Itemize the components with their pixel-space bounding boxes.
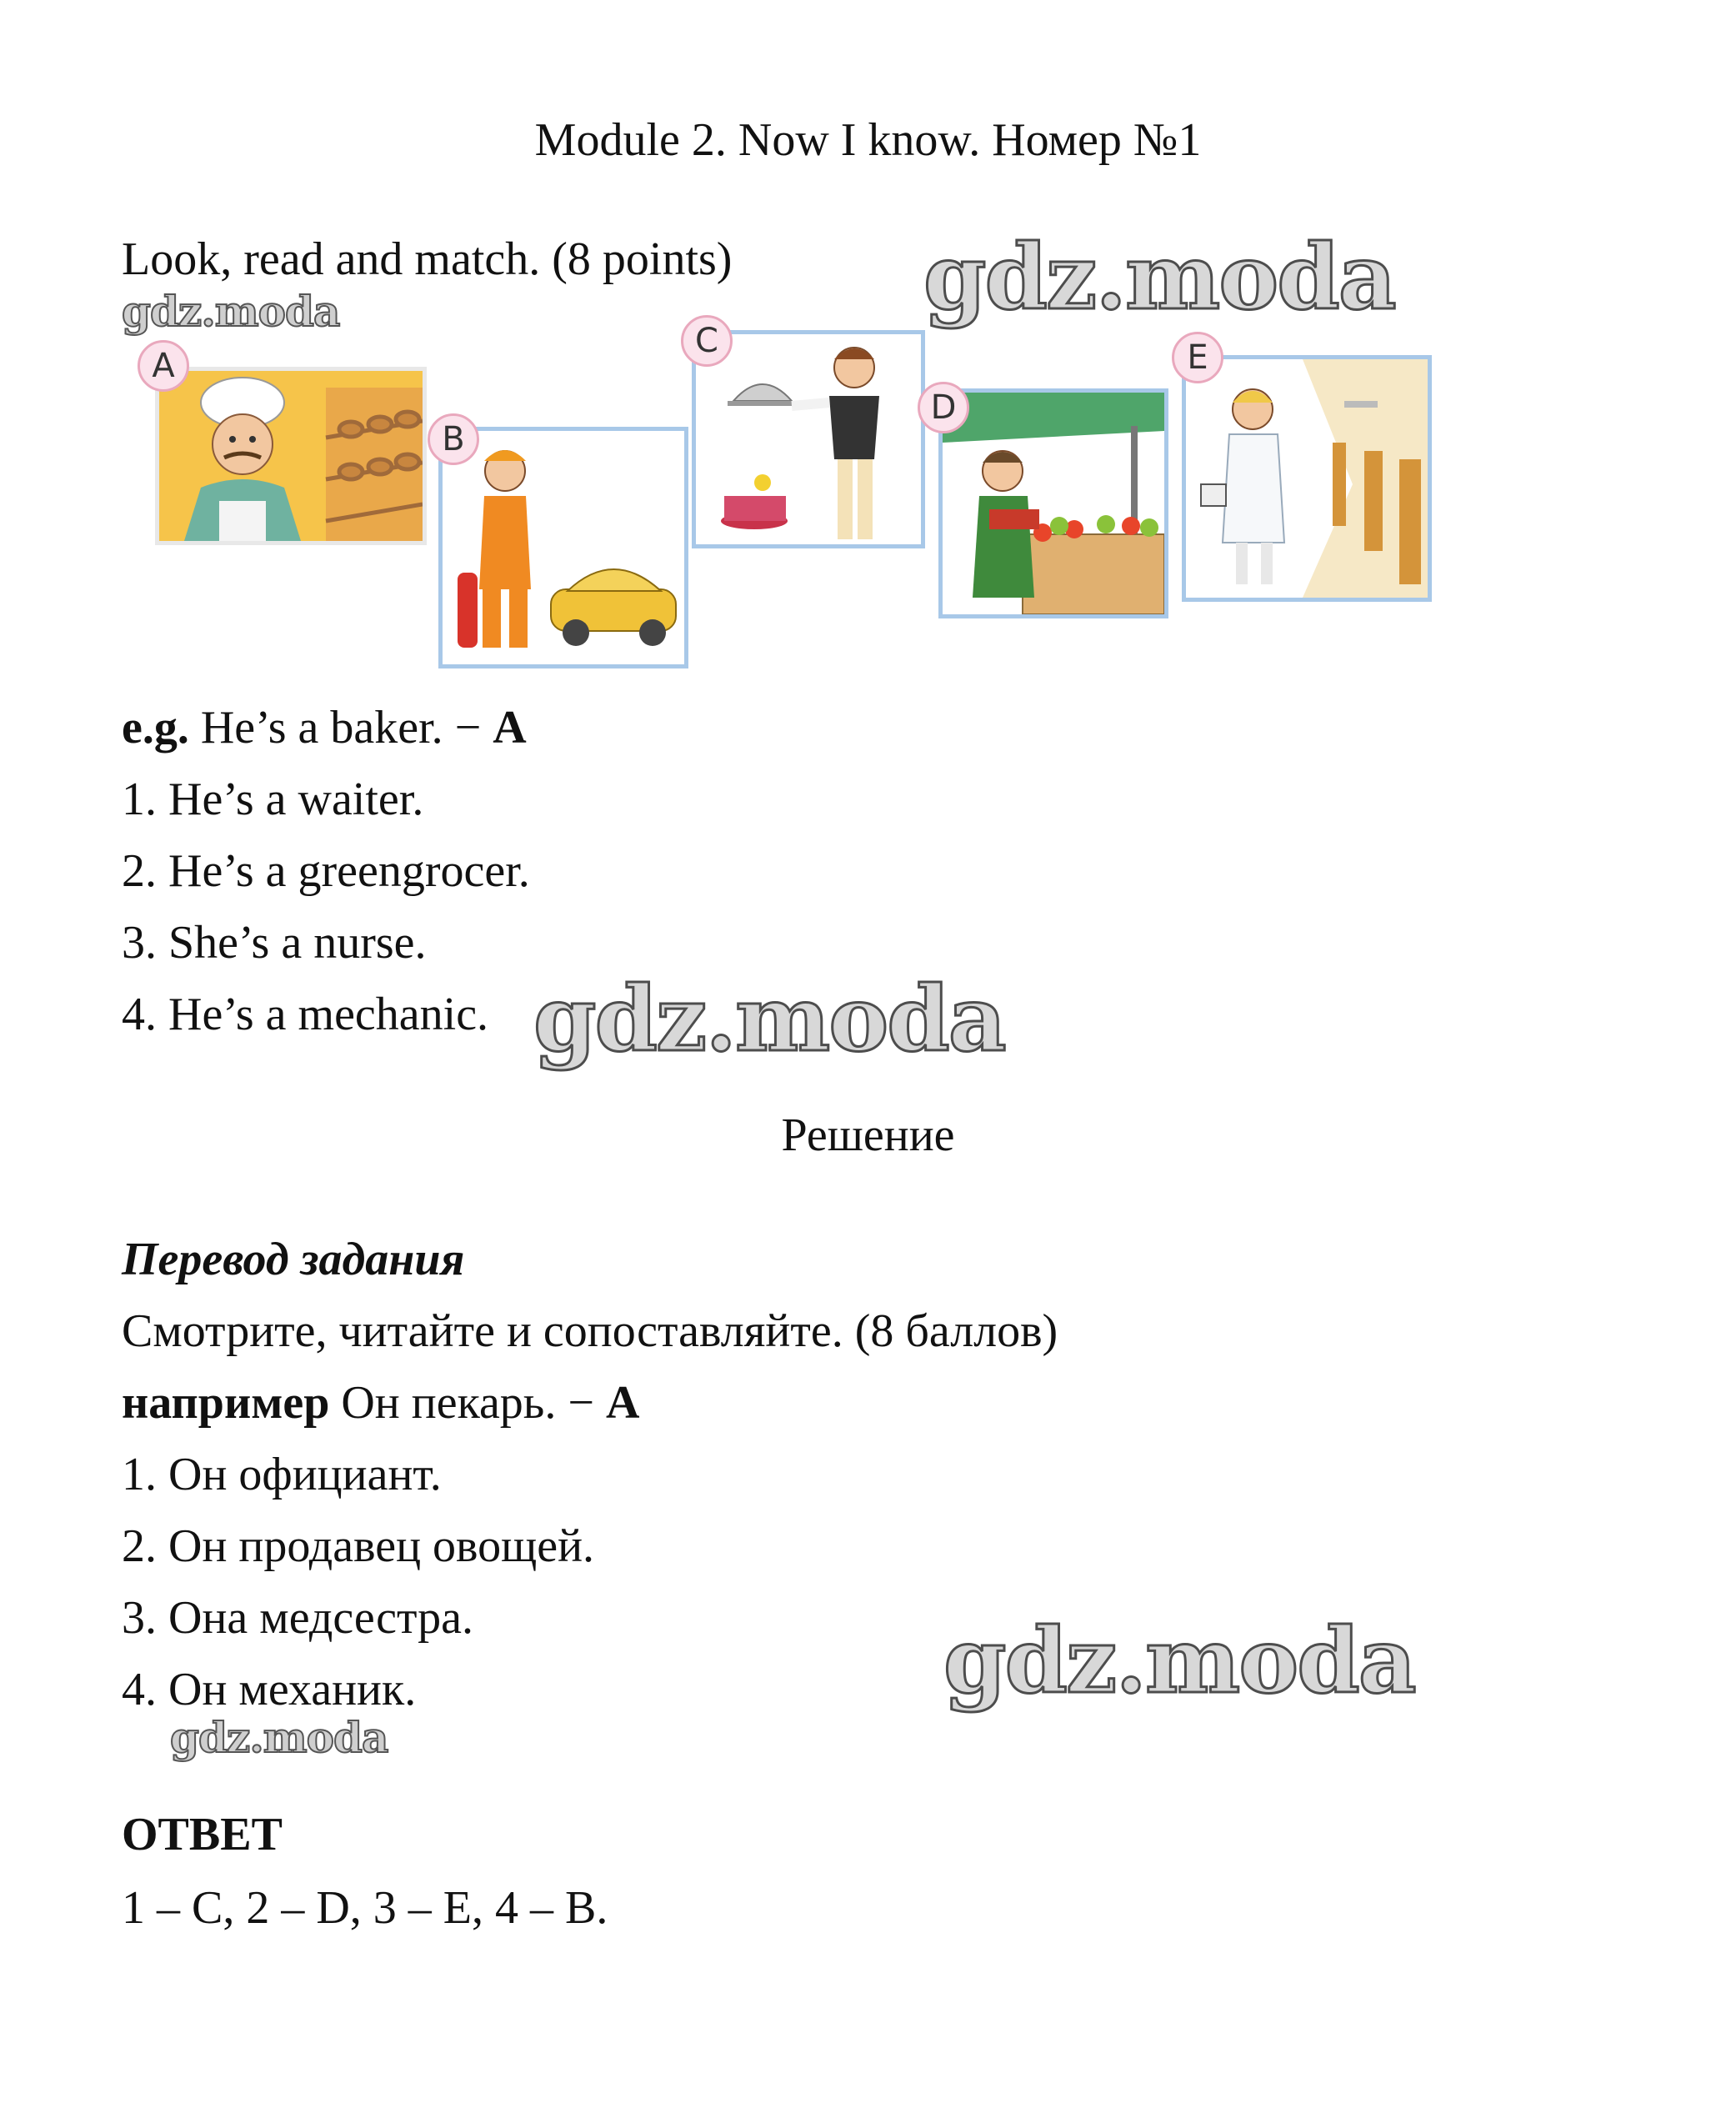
nurse-illustration xyxy=(1186,359,1428,598)
waiter-illustration xyxy=(696,334,921,544)
watermark: gdz.moda xyxy=(533,967,1005,1072)
picture-label-b: B xyxy=(428,413,479,465)
solution-heading: Решение xyxy=(781,1109,955,1161)
task-instruction: Look, read and match. (8 points) xyxy=(122,233,733,285)
page-title: Module 2. Now I know. Номер №1 xyxy=(534,114,1202,166)
picture-d xyxy=(938,388,1168,618)
example-line xyxy=(122,698,527,757)
mechanic-illustration xyxy=(443,431,684,664)
watermark: gdz.moda xyxy=(122,287,340,336)
picture-e xyxy=(1182,355,1432,602)
picture-label-d: D xyxy=(918,382,969,433)
translation-sentence-1: 1. Он официант. xyxy=(122,1449,442,1500)
greengrocer-illustration xyxy=(943,393,1164,614)
example-text: He’s a baker. − xyxy=(188,702,493,754)
translation-example-answer: А xyxy=(605,1377,640,1429)
translation-heading: Перевод задания xyxy=(122,1234,465,1285)
baker-illustration xyxy=(159,371,423,541)
picture-label-e: E xyxy=(1172,332,1223,383)
watermark: gdz.moda xyxy=(943,1609,1415,1714)
example-answer: A xyxy=(493,702,527,754)
watermark: gdz.moda xyxy=(923,225,1395,330)
answer-text: 1 – C, 2 – D, 3 – E, 4 – B. xyxy=(122,1882,608,1934)
answer-heading: ОТВЕТ xyxy=(122,1809,283,1860)
picture-a xyxy=(155,367,427,545)
translation-example-line xyxy=(122,1374,639,1432)
translation-sentence-4: 4. Он механик. xyxy=(122,1664,417,1715)
example-label: e.g. xyxy=(122,702,189,754)
translation-example-label: например xyxy=(122,1377,330,1429)
picture-c xyxy=(692,330,925,548)
watermark: gdz.moda xyxy=(170,1713,388,1762)
sentence-1: 1. He’s a waiter. xyxy=(122,774,424,825)
sentence-4: 4. He’s a mechanic. xyxy=(122,989,489,1040)
translation-sentence-2: 2. Он продавец овощей. xyxy=(122,1520,595,1572)
translation-sentence-3: 3. Она медсестра. xyxy=(122,1592,473,1644)
picture-b xyxy=(438,427,688,668)
translation-example-text: Он пекарь. − xyxy=(329,1377,606,1429)
sentence-2: 2. He’s a greengrocer. xyxy=(122,845,530,897)
picture-label-c: C xyxy=(681,315,733,367)
translation-task: Смотрите, читайте и сопоставляйте. (8 баллов) xyxy=(122,1305,1058,1357)
sentence-3: 3. She’s a nurse. xyxy=(122,917,427,969)
picture-label-a: A xyxy=(138,340,189,392)
